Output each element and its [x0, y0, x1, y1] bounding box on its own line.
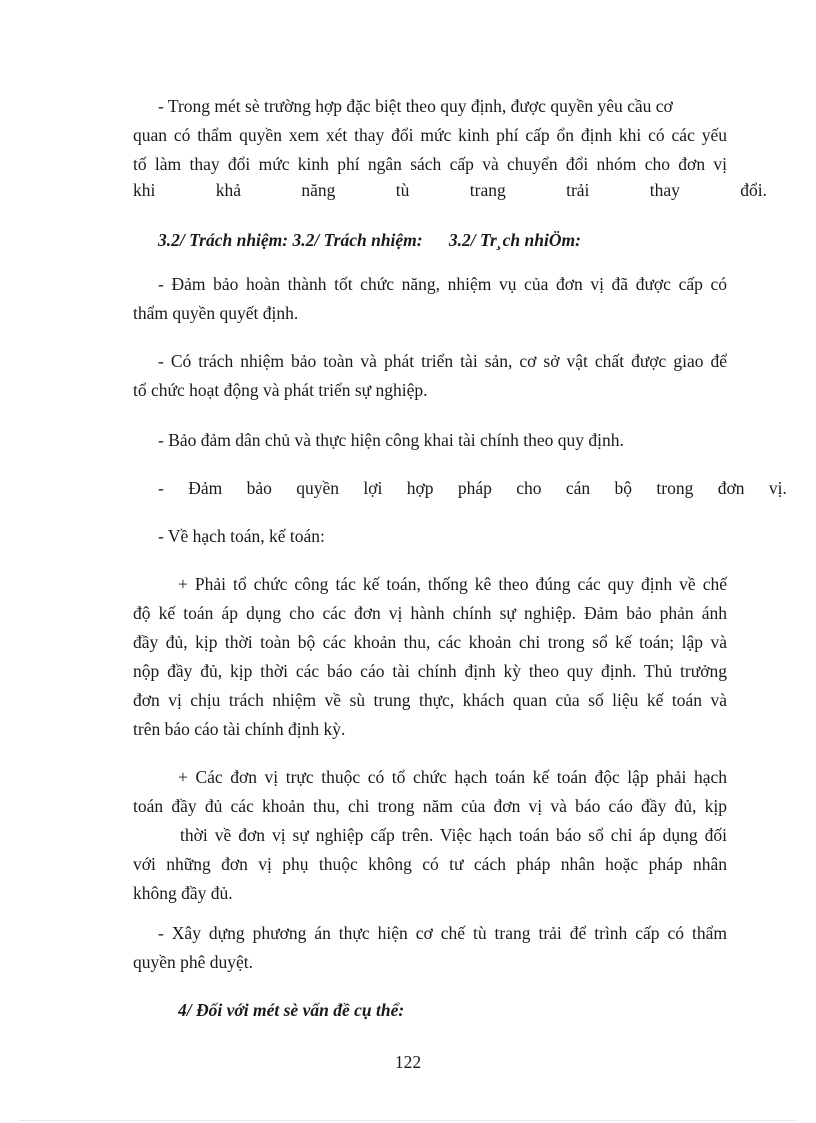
paragraph-4: - Bảo đảm dân chủ và thực hiện công khai tài chính theo quy định. — [158, 430, 624, 450]
paragraph-7-line-6: trên báo cáo tài chính định kỳ. — [133, 719, 346, 739]
page-number: 122 — [394, 1052, 422, 1072]
paragraph-2-line-2: thẩm quyền quyết định. — [133, 303, 299, 323]
paragraph-8-line-5: không đầy đủ. — [133, 883, 233, 903]
paragraph-5: - Đảm bảo quyền lợi hợp pháp cho cán bộ trong đơn vị. — [158, 478, 787, 498]
paragraph-3-line-1: - Có trách nhiệm bảo toàn và phát triển tài sản, cơ sở vật chất được giao để — [158, 351, 727, 371]
paragraph-1-line-1: - Trong mét sè trường hợp đặc biệt theo quy định, được quyền yêu cầu cơ — [158, 96, 673, 116]
section-heading-3-2: 3.2/ Trách nhiệm: 3.2/ Trách nhiệm: 3.2/ Tr¸ch nhiÖm: — [158, 230, 581, 250]
paragraph-7-line-2: độ kế toán áp dụng cho các đơn vị hành chính sự nghiệp. Đảm bảo phản ánh — [133, 603, 727, 623]
paragraph-7-line-3: đầy đủ, kịp thời toàn bộ các khoản thu, các khoản chi trong sổ kế toán; lập và — [133, 632, 727, 652]
paragraph-9-line-1: - Xây dựng phương án thực hiện cơ chế tù trang trải để trình cấp có thẩm — [158, 923, 727, 943]
paragraph-7-line-4: nộp đầy đủ, kịp thời các báo cáo tài chính định kỳ theo quy định. Thủ trưởng — [133, 661, 727, 681]
paragraph-1-line-4: khi khả năng tù trang trải thay đổi. — [133, 180, 768, 200]
paragraph-8-line-2: toán đầy đủ các khoản thu, chi trong năm của đơn vị và báo cáo đầy đủ, kịp — [133, 796, 727, 816]
section-heading-4: 4/ Đối với mét sè vấn đề cụ thể: — [178, 1000, 405, 1020]
paragraph-7-line-5: đơn vị chịu trách nhiệm về sù trung thực, khách quan của số liệu kế toán và — [133, 690, 727, 710]
paragraph-1-line-2: quan có thẩm quyền xem xét thay đổi mức kinh phí cấp ổn định khi có các yếu — [133, 125, 727, 145]
paragraph-2-line-1: - Đảm bảo hoàn thành tốt chức năng, nhiệm vụ của đơn vị đã được cấp có — [158, 274, 727, 294]
paragraph-9-line-2: quyền phê duyệt. — [133, 952, 254, 972]
paragraph-8-line-4: với những đơn vị phụ thuộc không có tư cách pháp nhân hoặc pháp nhân — [133, 854, 727, 874]
paragraph-1-line-3: tố làm thay đổi mức kinh phí ngân sách cấp và chuyển đổi nhóm cho đơn vị — [133, 154, 727, 174]
paragraph-7-line-1: + Phải tổ chức công tác kế toán, thống kê theo đúng các quy định về chế — [178, 574, 727, 594]
paragraph-8-line-3: thời về đơn vị sự nghiệp cấp trên. Việc hạch toán báo sổ chỉ áp dụng đối — [180, 825, 727, 845]
paragraph-8-line-1: + Các đơn vị trực thuộc có tổ chức hạch toán kế toán độc lập phải hạch — [178, 767, 727, 787]
footer-divider — [20, 1120, 796, 1121]
paragraph-6: - Về hạch toán, kế toán: — [158, 526, 325, 546]
paragraph-3-line-2: tổ chức hoạt động và phát triển sự nghiệp. — [133, 380, 428, 400]
